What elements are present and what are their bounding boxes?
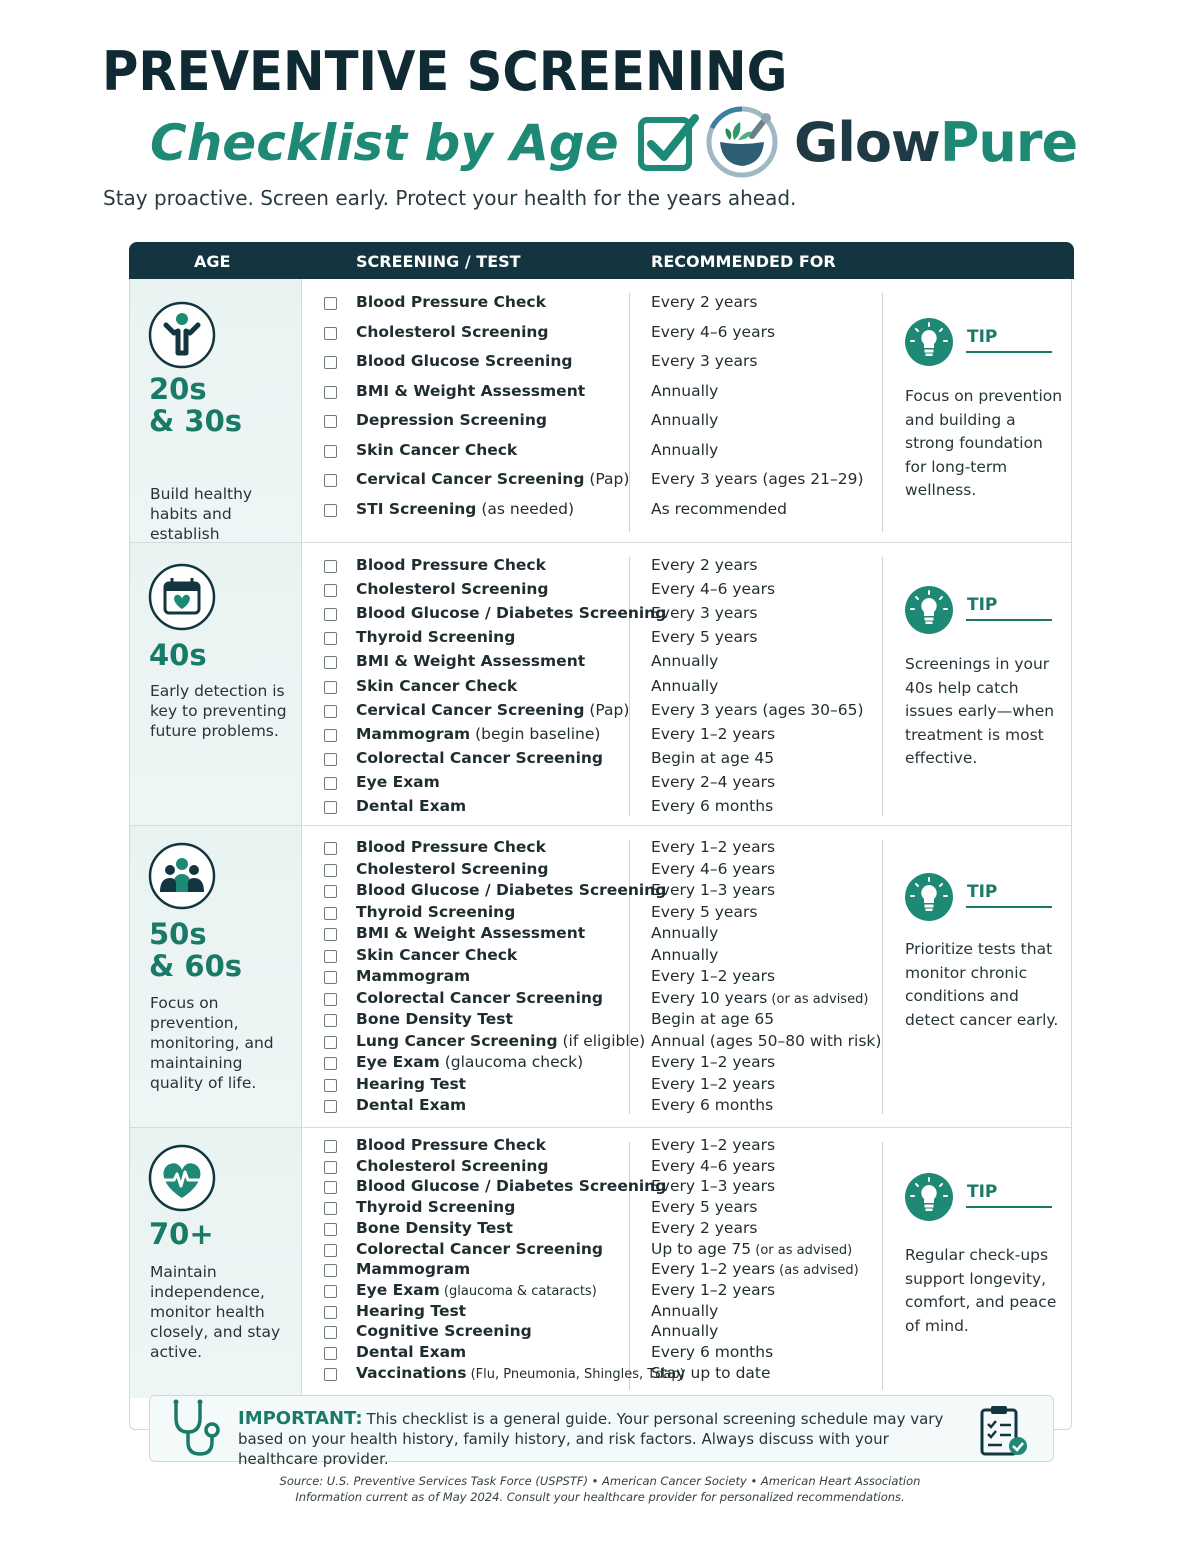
screening-checkbox[interactable] bbox=[324, 297, 337, 310]
recommended-frequency bbox=[651, 628, 757, 646]
tip-underline bbox=[966, 351, 1052, 353]
frequency-value: As recommended bbox=[651, 499, 787, 518]
test-name: Cervical Cancer Screening bbox=[356, 470, 585, 488]
screening-checkbox[interactable] bbox=[324, 1100, 337, 1113]
screening-checkbox[interactable] bbox=[324, 474, 337, 487]
frequency-value: Every 4–6 years bbox=[651, 322, 776, 341]
test-name: Bone Density Test bbox=[356, 1218, 513, 1237]
lightbulb-icon bbox=[904, 1172, 954, 1222]
column-header-test: SCREENING / TEST bbox=[356, 252, 521, 271]
age-column bbox=[130, 279, 302, 542]
screening-test bbox=[356, 1032, 645, 1050]
recommended-frequency bbox=[651, 989, 868, 1007]
recommended-frequency bbox=[651, 1136, 775, 1154]
screening-test bbox=[356, 946, 517, 964]
screening-checkbox[interactable] bbox=[324, 993, 337, 1006]
lightbulb-icon bbox=[904, 585, 954, 635]
screening-test bbox=[356, 628, 515, 646]
test-name: Blood Glucose / Diabetes Screening bbox=[356, 881, 667, 899]
age-section bbox=[130, 1127, 1071, 1398]
test-name: Blood Pressure Check bbox=[356, 1136, 546, 1154]
frequency-value: Every 3 years bbox=[651, 352, 758, 370]
age-section bbox=[130, 825, 1071, 1128]
recommended-frequency bbox=[651, 1260, 859, 1278]
test-note: (Flu, Pneumonia, Shingles, Tdap) bbox=[466, 1366, 685, 1382]
group-icon bbox=[148, 842, 216, 910]
frequency-value: Every 1–2 years bbox=[651, 724, 776, 743]
age-description: Early detection is key to preventing future problems. bbox=[150, 682, 287, 740]
frequency-value: Every 1–3 years bbox=[651, 1177, 776, 1196]
test-name: Hearing Test bbox=[356, 1074, 467, 1093]
screening-test bbox=[356, 1010, 513, 1028]
screening-checkbox[interactable] bbox=[324, 1244, 337, 1257]
age-description: Build healthy habits and establish bbox=[150, 485, 253, 543]
recommended-frequency bbox=[651, 1281, 775, 1299]
tip-label: TIP bbox=[967, 882, 998, 902]
screening-checkbox[interactable] bbox=[324, 729, 337, 742]
test-name: Depression Screening bbox=[356, 411, 547, 429]
screening-test bbox=[356, 1157, 549, 1175]
age-label-line2: & 30s bbox=[149, 404, 243, 438]
screening-checkbox[interactable] bbox=[324, 632, 337, 645]
test-name: Blood Pressure Check bbox=[356, 556, 546, 574]
screening-checkbox[interactable] bbox=[324, 928, 337, 941]
recommended-frequency bbox=[651, 1364, 771, 1382]
screening-test bbox=[356, 1240, 603, 1258]
frequency-value: Every 5 years bbox=[651, 902, 758, 921]
screening-test bbox=[356, 580, 549, 598]
screening-checkbox[interactable] bbox=[324, 1140, 337, 1153]
test-name: Mammogram bbox=[356, 967, 471, 985]
recommended-frequency bbox=[651, 1157, 775, 1175]
screening-checkbox[interactable] bbox=[324, 1202, 337, 1215]
test-name: Blood Glucose / Diabetes Screening bbox=[356, 604, 667, 623]
recommended-frequency bbox=[651, 1343, 773, 1361]
screening-checkbox[interactable] bbox=[324, 1306, 337, 1319]
test-name: Cholesterol Screening bbox=[356, 1156, 549, 1175]
recommended-frequency bbox=[651, 470, 864, 488]
test-note: (glaucoma & cataracts) bbox=[439, 1283, 597, 1299]
age-label bbox=[149, 639, 207, 671]
screening-checkbox[interactable] bbox=[324, 386, 337, 399]
test-name: BMI & Weight Assessment bbox=[356, 924, 586, 942]
test-name: Cholesterol Screening bbox=[356, 322, 549, 341]
age-label-line1: 50s bbox=[149, 917, 207, 951]
important-notice bbox=[149, 1395, 1054, 1468]
test-name: Eye Exam bbox=[356, 1280, 440, 1299]
test-note: (Pap) bbox=[584, 700, 630, 719]
screening-test bbox=[356, 725, 600, 743]
age-label-line1: 70+ bbox=[149, 1217, 214, 1251]
frequency-value: Every 2 years bbox=[651, 293, 758, 311]
test-note: (glaucoma check) bbox=[439, 1053, 584, 1071]
recommended-frequency bbox=[651, 293, 757, 311]
screening-test bbox=[356, 470, 629, 488]
recommended-frequency bbox=[651, 500, 787, 518]
screening-test bbox=[356, 556, 546, 574]
screening-checkbox[interactable] bbox=[324, 907, 337, 920]
recommended-frequency bbox=[651, 1198, 757, 1216]
recommended-frequency bbox=[651, 860, 775, 878]
screening-test bbox=[356, 1260, 470, 1278]
screening-test bbox=[356, 1096, 466, 1114]
recommended-frequency bbox=[651, 1096, 773, 1114]
age-label-line1: 40s bbox=[149, 638, 207, 672]
screening-checkbox[interactable] bbox=[324, 584, 337, 597]
frequency-value: Annually bbox=[651, 945, 719, 964]
screening-test bbox=[356, 1177, 666, 1195]
column-divider bbox=[882, 1142, 883, 1390]
recommended-frequency bbox=[651, 556, 757, 574]
column-header-frequency: RECOMMENDED FOR bbox=[651, 252, 836, 271]
frequency-value: Every 5 years bbox=[651, 628, 758, 647]
test-name: Cholesterol Screening bbox=[356, 859, 549, 878]
test-name: Colorectal Cancer Screening bbox=[356, 748, 604, 767]
screening-test bbox=[356, 797, 466, 815]
page-title: PREVENTIVE SCREENING bbox=[102, 40, 788, 103]
screening-test bbox=[356, 701, 629, 719]
lightbulb-icon bbox=[904, 317, 954, 367]
recommended-frequency bbox=[651, 838, 775, 856]
test-name: Eye Exam bbox=[356, 772, 440, 791]
tip-underline bbox=[966, 906, 1052, 908]
recommended-frequency bbox=[651, 580, 775, 598]
age-section bbox=[130, 542, 1071, 826]
screening-test bbox=[356, 411, 547, 429]
screening-test bbox=[356, 924, 585, 942]
screening-test bbox=[356, 323, 549, 341]
frequency-value: Every 4–6 years bbox=[651, 859, 776, 878]
frequency-value: Stay up to date bbox=[651, 1363, 771, 1382]
test-name: Blood Pressure Check bbox=[356, 293, 546, 311]
screening-test bbox=[356, 652, 585, 670]
screening-checkbox[interactable] bbox=[324, 864, 337, 877]
column-divider bbox=[629, 557, 630, 816]
age-label bbox=[149, 918, 242, 982]
frequency-value: Annually bbox=[651, 1322, 719, 1341]
screening-test bbox=[356, 1302, 466, 1320]
frequency-value: Begin at age 65 bbox=[651, 1010, 775, 1028]
test-name: Mammogram bbox=[356, 724, 471, 743]
column-divider bbox=[882, 293, 883, 532]
test-name: Skin Cancer Check bbox=[356, 440, 518, 459]
screening-checkbox[interactable] bbox=[324, 1285, 337, 1298]
frequency-value: Every 3 years (ages 21–29) bbox=[651, 470, 864, 488]
screening-checkbox[interactable] bbox=[324, 1057, 337, 1070]
screening-test bbox=[356, 773, 440, 791]
column-header-age: AGE bbox=[194, 252, 231, 271]
recommended-frequency bbox=[651, 946, 718, 964]
screening-test bbox=[356, 352, 572, 370]
screening-test bbox=[356, 1281, 597, 1299]
frequency-value: Annually bbox=[651, 381, 719, 400]
recommended-frequency bbox=[651, 382, 718, 400]
test-name: Cholesterol Screening bbox=[356, 580, 549, 599]
test-name: BMI & Weight Assessment bbox=[356, 381, 586, 400]
tip-text: Regular check-ups support longevity, comfort, and peace of mind. bbox=[905, 1246, 1057, 1335]
recommended-frequency bbox=[651, 352, 757, 370]
test-name: Thyroid Screening bbox=[356, 902, 516, 921]
frequency-note: (or as advised) bbox=[767, 991, 869, 1007]
test-note: (Pap) bbox=[584, 470, 630, 488]
column-divider bbox=[629, 293, 630, 532]
recommended-frequency bbox=[651, 701, 864, 719]
table-header bbox=[129, 242, 1074, 279]
screening-checkbox[interactable] bbox=[324, 777, 337, 790]
test-name: Blood Glucose Screening bbox=[356, 352, 573, 370]
frequency-value: Every 1–2 years bbox=[651, 967, 776, 985]
age-column bbox=[130, 826, 302, 1128]
screening-checkbox[interactable] bbox=[324, 1161, 337, 1174]
recommended-frequency bbox=[651, 323, 775, 341]
screening-checkbox[interactable] bbox=[324, 1223, 337, 1236]
frequency-value: Every 2 years bbox=[651, 556, 758, 574]
screening-test bbox=[356, 500, 574, 518]
frequency-value: Annual (ages 50–80 with risk) bbox=[651, 1031, 882, 1050]
tip-text: Screenings in your 40s help catch issues early—when treatment is most effective. bbox=[905, 655, 1055, 767]
frequency-value: Annually bbox=[651, 1301, 719, 1320]
frequency-value: Every 3 years bbox=[651, 604, 758, 623]
frequency-value: Every 6 months bbox=[651, 1343, 774, 1361]
frequency-value: Annually bbox=[651, 440, 719, 459]
screening-test bbox=[356, 1364, 685, 1382]
frequency-value: Every 1–2 years bbox=[651, 1280, 776, 1299]
test-name: BMI & Weight Assessment bbox=[356, 652, 586, 671]
screening-test bbox=[356, 382, 585, 400]
test-note: (if eligible) bbox=[557, 1031, 646, 1050]
lightbulb-icon bbox=[904, 872, 954, 922]
test-note: (as needed) bbox=[476, 499, 575, 518]
test-name: Thyroid Screening bbox=[356, 1198, 516, 1217]
recommended-frequency bbox=[651, 1010, 774, 1028]
frequency-note: (or as advised) bbox=[751, 1242, 853, 1258]
frequency-value: Annually bbox=[651, 411, 719, 429]
test-name: Hearing Test bbox=[356, 1301, 467, 1320]
screening-test bbox=[356, 838, 546, 856]
age-label-line2: & 60s bbox=[149, 949, 243, 983]
frequency-value: Every 2 years bbox=[651, 1218, 758, 1237]
screening-checkbox[interactable] bbox=[324, 950, 337, 963]
frequency-value: Every 1–2 years bbox=[651, 1053, 776, 1071]
screening-checkbox[interactable] bbox=[324, 327, 337, 340]
page-subtitle: Checklist by Age bbox=[150, 114, 619, 172]
screening-checkbox[interactable] bbox=[324, 1347, 337, 1360]
recommended-frequency bbox=[651, 1240, 852, 1258]
frequency-value: Every 1–2 years bbox=[651, 1260, 776, 1279]
recommended-frequency bbox=[651, 967, 775, 985]
screening-test bbox=[356, 604, 666, 622]
recommended-frequency bbox=[651, 881, 775, 899]
screening-checkbox[interactable] bbox=[324, 560, 337, 573]
frequency-value: Every 1–3 years bbox=[651, 881, 776, 899]
screening-test bbox=[356, 1075, 466, 1093]
info-current-line: Information current as of May 2024. Consult your healthcare provider for personalized recommendations. bbox=[295, 1490, 905, 1504]
frequency-value: Every 6 months bbox=[651, 1096, 774, 1114]
frequency-value: Every 2–4 years bbox=[651, 772, 776, 791]
frequency-value: Every 4–6 years bbox=[651, 1156, 776, 1175]
recommended-frequency bbox=[651, 652, 718, 670]
brand-name: GlowPure bbox=[794, 110, 1078, 174]
recommended-frequency bbox=[651, 411, 718, 429]
screening-test bbox=[356, 749, 603, 767]
tip-text: Prioritize tests that monitor chronic conditions and detect cancer early. bbox=[905, 940, 1059, 1029]
screening-checkbox[interactable] bbox=[324, 1326, 337, 1339]
screening-checkbox[interactable] bbox=[324, 1368, 337, 1381]
test-name: Cervical Cancer Screening bbox=[356, 700, 585, 719]
screening-checkbox[interactable] bbox=[324, 1181, 337, 1194]
screening-checkbox[interactable] bbox=[324, 415, 337, 428]
age-section bbox=[130, 279, 1071, 542]
tip-label: TIP bbox=[967, 327, 998, 347]
test-name: Dental Exam bbox=[356, 1096, 467, 1114]
recommended-frequency bbox=[651, 749, 774, 767]
screening-test bbox=[356, 1322, 532, 1340]
screening-test bbox=[356, 1053, 583, 1071]
test-name: Thyroid Screening bbox=[356, 628, 516, 647]
screening-checkbox[interactable] bbox=[324, 885, 337, 898]
recommended-frequency bbox=[651, 604, 757, 622]
test-name: Skin Cancer Check bbox=[356, 676, 518, 695]
test-name: Dental Exam bbox=[356, 1343, 467, 1361]
frequency-value: Every 1–2 years bbox=[651, 1136, 776, 1154]
test-name: Dental Exam bbox=[356, 797, 467, 815]
recommended-frequency bbox=[651, 1322, 718, 1340]
test-name: Blood Glucose / Diabetes Screening bbox=[356, 1177, 667, 1196]
recommended-frequency bbox=[651, 441, 718, 459]
screening-test bbox=[356, 967, 470, 985]
frequency-value: Annually bbox=[651, 924, 719, 942]
frequency-value: Every 1–2 years bbox=[651, 838, 776, 856]
test-name: Blood Pressure Check bbox=[356, 838, 546, 856]
tip-label: TIP bbox=[967, 595, 998, 615]
test-name: Bone Density Test bbox=[356, 1010, 513, 1028]
heart-pulse-icon bbox=[148, 1144, 216, 1212]
recommended-frequency bbox=[651, 1032, 881, 1050]
screening-checkbox[interactable] bbox=[324, 801, 337, 814]
frequency-value: Every 5 years bbox=[651, 1198, 758, 1217]
frequency-value: Up to age 75 bbox=[651, 1239, 752, 1258]
frequency-value: Annually bbox=[651, 676, 719, 695]
test-name: Colorectal Cancer Screening bbox=[356, 988, 604, 1007]
screening-checkbox[interactable] bbox=[324, 705, 337, 718]
screening-table bbox=[129, 242, 1072, 1430]
brand bbox=[706, 106, 1077, 178]
recommended-frequency bbox=[651, 903, 757, 921]
screening-checkbox[interactable] bbox=[324, 504, 337, 517]
age-label bbox=[149, 1218, 214, 1250]
person-icon bbox=[148, 301, 216, 369]
screening-test bbox=[356, 989, 603, 1007]
test-name: Colorectal Cancer Screening bbox=[356, 1239, 604, 1258]
tagline: Stay proactive. Screen early. Protect your health for the years ahead. bbox=[103, 186, 797, 210]
frequency-value: Every 10 years bbox=[651, 988, 768, 1007]
column-divider bbox=[882, 840, 883, 1114]
checkbox-check-icon bbox=[637, 112, 699, 174]
mortar-pestle-logo-icon bbox=[706, 106, 778, 178]
test-name: Skin Cancer Check bbox=[356, 945, 518, 964]
calendar-heart-icon bbox=[148, 563, 216, 631]
clipboard-check-icon bbox=[976, 1402, 1032, 1458]
screening-test bbox=[356, 1343, 466, 1361]
frequency-value: Begin at age 45 bbox=[651, 748, 775, 767]
age-label bbox=[149, 373, 242, 437]
test-name: Lung Cancer Screening bbox=[356, 1031, 558, 1050]
test-note: (begin baseline) bbox=[470, 724, 601, 743]
tip-text: Focus on prevention and building a strong foundation for long-term wellness. bbox=[905, 387, 1063, 499]
frequency-value: Every 4–6 years bbox=[651, 580, 776, 599]
age-description: Focus on prevention, monitoring, and maintaining quality of life. bbox=[150, 994, 274, 1092]
screening-test bbox=[356, 903, 515, 921]
screening-test bbox=[356, 881, 666, 899]
screening-checkbox[interactable] bbox=[324, 1264, 337, 1277]
screening-checkbox[interactable] bbox=[324, 1014, 337, 1027]
age-column bbox=[130, 1128, 302, 1398]
age-label-line1: 20s bbox=[149, 372, 207, 406]
frequency-value: Every 6 months bbox=[651, 797, 774, 815]
recommended-frequency bbox=[651, 1177, 775, 1195]
frequency-value: Every 1–2 years bbox=[651, 1074, 776, 1093]
screening-checkbox[interactable] bbox=[324, 356, 337, 369]
tip-label: TIP bbox=[967, 1182, 998, 1202]
test-name: Vaccinations bbox=[356, 1363, 467, 1382]
column-divider bbox=[882, 557, 883, 816]
screening-checkbox[interactable] bbox=[324, 608, 337, 621]
recommended-frequency bbox=[651, 1075, 775, 1093]
screening-checkbox[interactable] bbox=[324, 842, 337, 855]
screening-test bbox=[356, 1198, 515, 1216]
source-line: Source: U.S. Preventive Services Task Force (USPSTF) • American Cancer Society • American Heart Association bbox=[279, 1474, 921, 1488]
stethoscope-icon bbox=[168, 1398, 228, 1460]
frequency-value: Every 3 years (ages 30–65) bbox=[651, 700, 864, 719]
test-name: Cognitive Screening bbox=[356, 1322, 532, 1341]
important-text: IMPORTANT: This checklist is a general guide. Your personal screening schedule may vary based on your health history, family history, and risk factors. Always discuss with your healthcare provider. bbox=[238, 1408, 944, 1468]
recommended-frequency bbox=[651, 677, 718, 695]
screening-checkbox[interactable] bbox=[324, 681, 337, 694]
screening-checkbox[interactable] bbox=[324, 1079, 337, 1092]
tip-underline bbox=[966, 1206, 1052, 1208]
screening-test bbox=[356, 677, 517, 695]
tip-underline bbox=[966, 619, 1052, 621]
test-name: Mammogram bbox=[356, 1260, 471, 1279]
recommended-frequency bbox=[651, 773, 775, 791]
screening-test bbox=[356, 860, 549, 878]
screening-checkbox[interactable] bbox=[324, 971, 337, 984]
recommended-frequency bbox=[651, 1219, 757, 1237]
age-column bbox=[130, 543, 302, 826]
screening-checkbox[interactable] bbox=[324, 656, 337, 669]
screening-test bbox=[356, 441, 517, 459]
frequency-value: Annually bbox=[651, 652, 719, 671]
screening-checkbox[interactable] bbox=[324, 1036, 337, 1049]
recommended-frequency bbox=[651, 725, 775, 743]
frequency-note: (as advised) bbox=[775, 1263, 859, 1279]
recommended-frequency bbox=[651, 1053, 775, 1071]
recommended-frequency bbox=[651, 797, 773, 815]
test-name: STI Screening bbox=[356, 499, 477, 518]
subtitle-row bbox=[150, 108, 699, 178]
test-name: Eye Exam bbox=[356, 1053, 440, 1071]
screening-test bbox=[356, 1136, 546, 1154]
recommended-frequency bbox=[651, 1302, 718, 1320]
recommended-frequency bbox=[651, 924, 718, 942]
screening-checkbox[interactable] bbox=[324, 445, 337, 458]
screening-test bbox=[356, 293, 546, 311]
screening-test bbox=[356, 1219, 513, 1237]
screening-checkbox[interactable] bbox=[324, 753, 337, 766]
age-description: Maintain independence, monitor health closely, and stay active. bbox=[150, 1263, 281, 1361]
